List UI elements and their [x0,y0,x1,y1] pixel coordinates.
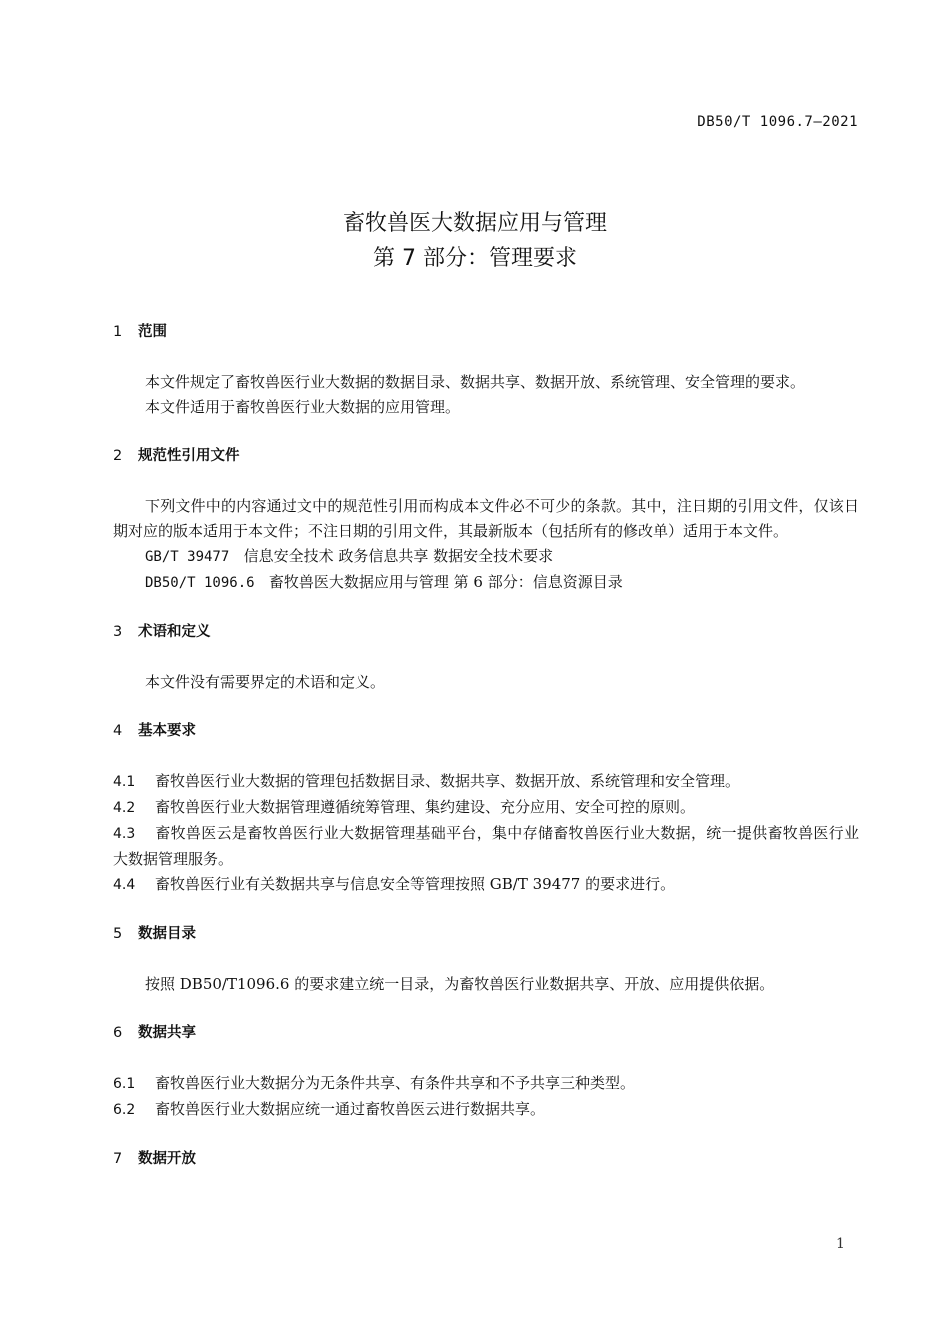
section-number: 1 [113,324,123,340]
clause-number: 6.1 [113,1076,136,1092]
section-heading-7 [113,1147,859,1172]
clause [113,795,859,821]
clause [113,821,859,872]
clause-number: 4.1 [113,774,136,790]
clause-number: 4.4 [113,877,136,893]
reference-item [113,544,859,570]
section-number: 7 [113,1151,123,1167]
document-body [113,320,859,1172]
reference-title: 畜牧兽医大数据应用与管理 第 6 部分：信息资源目录 [268,573,623,591]
clause [113,769,859,795]
paragraph: 本文件没有需要界定的术语和定义。 [145,673,386,691]
section-heading-1 [113,320,859,345]
clause [113,1071,859,1097]
clause-text: 畜牧兽医行业大数据管理遵循统筹管理、集约建设、充分应用、安全可控的原则。 [155,798,696,816]
section-number: 3 [113,624,123,640]
clause-text: 畜牧兽医行业有关数据共享与信息安全等管理按照 GB/T 39477 的要求进行。 [155,875,676,893]
reference-code: DB50/T 1096.6 [145,575,255,591]
paragraph: 本文件规定了畜牧兽医行业大数据的数据目录、数据共享、数据开放、系统管理、安全管理的要求。 [145,373,806,391]
section-heading-2 [113,444,859,469]
clause [113,1097,859,1123]
document-title: 畜牧兽医大数据应用与管理 [342,211,607,236]
paragraph: 本文件适用于畜牧兽医行业大数据的应用管理。 [145,398,461,416]
clause-text: 畜牧兽医云是畜牧兽医行业大数据管理基础平台，集中存储畜牧兽医行业大数据，统一提供畜牧兽医行业大数据管理服务。 [113,824,859,868]
reference-item [113,570,859,596]
paragraph: 按照 DB50/T1096.6 的要求建立统一目录，为畜牧兽医行业数据共享、开放、应用提供依据。 [145,975,775,993]
section-number: 4 [113,723,123,739]
clause-text: 畜牧兽医行业大数据的管理包括数据目录、数据共享、数据开放、系统管理和安全管理。 [155,772,741,790]
document-number: DB50/T 1096.7—2021 [697,114,858,130]
section-heading-5 [113,922,859,947]
clause-number: 4.3 [113,826,136,842]
section-number: 2 [113,448,123,464]
section-number: 5 [113,926,123,942]
section-title: 规范性引用文件 [138,448,240,464]
reference-code: GB/T 39477 [145,549,230,565]
clause-text: 畜牧兽医行业大数据分为无条件共享、有条件共享和不予共享三种类型。 [155,1074,636,1092]
section-heading-6 [113,1021,859,1046]
paragraph: 下列文件中的内容通过文中的规范性引用而构成本文件必不可少的条款。其中，注日期的引用文件，仅该日期对应的版本适用于本文件；不注日期的引用文件，其最新版本（包括所有的修改单）适用于本文件。 [113,497,859,540]
section-title: 数据目录 [138,926,196,942]
clause [113,872,859,898]
section-title: 基本要求 [138,723,196,739]
reference-title: 信息安全技术 政务信息共享 数据安全技术要求 [243,547,554,565]
section-number: 6 [113,1025,123,1041]
section-title: 数据共享 [138,1025,196,1041]
section-title: 范围 [138,324,167,340]
section-heading-3 [113,620,859,645]
document-subtitle: 第 7 部分：管理要求 [373,246,577,271]
section-title: 术语和定义 [138,624,211,640]
clause-text: 畜牧兽医行业大数据应统一通过畜牧兽医云进行数据共享。 [155,1100,546,1118]
clause-number: 4.2 [113,800,136,816]
page-number: 1 [836,1236,845,1252]
section-heading-4 [113,719,859,744]
section-title: 数据开放 [138,1151,196,1167]
clause-number: 6.2 [113,1102,136,1118]
